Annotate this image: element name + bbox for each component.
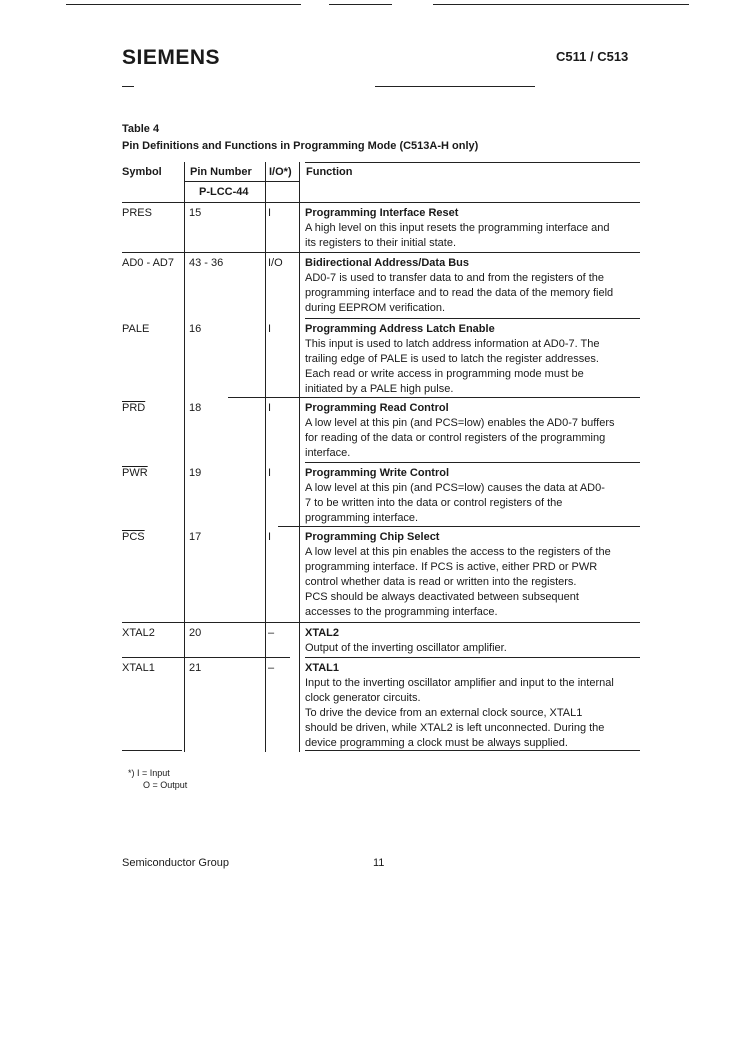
function-title: XTAL1 xyxy=(305,662,340,674)
row-function xyxy=(305,530,640,620)
function-line: device programming a clock must be always supplied. xyxy=(305,737,568,749)
col-header-function: Function xyxy=(306,166,353,178)
footnote-input: *) I = Input xyxy=(128,768,170,778)
row-symbol: PALE xyxy=(122,323,150,335)
function-line: Input to the inverting oscillator amplifier and input to the internal xyxy=(305,677,614,689)
col-header-io: I/O*) xyxy=(269,166,292,178)
top-rule-1 xyxy=(66,4,301,5)
row-symbol: XTAL2 xyxy=(122,627,155,639)
col-header-package: P-LCC-44 xyxy=(199,186,249,198)
row-function xyxy=(305,626,640,656)
brand-logo: SIEMENS xyxy=(122,46,221,69)
top-rule-2 xyxy=(329,4,392,5)
function-title: Programming Chip Select xyxy=(305,531,440,543)
row-io: I xyxy=(268,207,272,219)
row-io: I xyxy=(268,467,272,479)
header-rule-left xyxy=(122,86,134,87)
function-line: Output of the inverting oscillator amplifier. xyxy=(305,642,507,654)
row-io: – xyxy=(268,627,275,639)
row-pin: 15 xyxy=(189,207,202,219)
function-title: Programming Interface Reset xyxy=(305,207,459,219)
row-pin: 19 xyxy=(189,467,202,479)
row-pin: 43 - 36 xyxy=(189,257,224,269)
function-line: initiated by a PALE high pulse. xyxy=(305,383,454,395)
row-symbol: PRES xyxy=(122,207,152,219)
function-line: should be driven, while XTAL2 is left unconnected. During the xyxy=(305,722,605,734)
row-symbol: XTAL1 xyxy=(122,662,155,674)
row-io: I xyxy=(268,402,272,414)
function-line: programming interface. If PCS is active, either PRD or PWR xyxy=(305,561,598,573)
function-title: Programming Write Control xyxy=(305,467,450,479)
function-line: A low level at this pin enables the access to the registers of the xyxy=(305,546,611,558)
function-line: This input is used to latch address information at AD0-7. The xyxy=(305,338,600,350)
row-pin: 16 xyxy=(189,323,202,335)
row-function xyxy=(305,256,640,316)
row-pin: 20 xyxy=(189,627,202,639)
function-line: accesses to the programming interface. xyxy=(305,606,498,618)
function-line: programming interface. xyxy=(305,512,419,524)
row-symbol: $\overline{PCS}$ xyxy=(122,531,145,543)
row-separator xyxy=(278,526,640,527)
subheader-rule xyxy=(185,181,299,182)
footnote-output: O = Output xyxy=(143,780,188,790)
row-pin: 21 xyxy=(189,662,202,674)
table-top-rule xyxy=(305,162,640,163)
function-line: trailing edge of PALE is used to latch the register addresses. xyxy=(305,353,599,365)
row-pin: 18 xyxy=(189,402,202,414)
row-function xyxy=(305,322,640,397)
model-number: C511 / C513 xyxy=(556,49,629,64)
row-symbol: $\overline{PRD}$ xyxy=(122,402,146,414)
table-number: Table 4 xyxy=(122,123,160,135)
function-line: its registers to their initial state. xyxy=(305,237,457,249)
row-io: I xyxy=(268,323,272,335)
function-line: To drive the device from an external clock source, XTAL1 xyxy=(305,707,583,719)
row-function xyxy=(305,401,640,461)
row-separator xyxy=(305,462,640,463)
footer-company: Semiconductor Group xyxy=(122,857,229,869)
function-line: A low level at this pin (and PCS=low) causes the data at AD0- xyxy=(305,482,605,494)
function-line: for reading of the data or control registers of the programming xyxy=(305,432,606,444)
function-line: clock generator circuits. xyxy=(305,692,421,704)
row-separator xyxy=(122,657,290,658)
top-rule-3 xyxy=(433,4,689,5)
row-function xyxy=(305,466,640,526)
row-symbol: $\overline{PWR}$ xyxy=(122,467,148,479)
row-io: – xyxy=(268,662,275,674)
row-separator xyxy=(122,252,640,253)
column-divider-2 xyxy=(265,162,266,752)
table-bottom-left-rule xyxy=(122,750,182,751)
column-divider-1 xyxy=(184,162,185,752)
col-header-symbol: Symbol xyxy=(122,166,162,178)
row-separator xyxy=(305,318,640,319)
function-line: A low level at this pin (and PCS=low) enables the AD0-7 buffers xyxy=(305,417,615,429)
row-pin: 17 xyxy=(189,531,202,543)
table-title: Pin Definitions and Functions in Programming Mode (C513A-H only) xyxy=(122,140,479,152)
row-function xyxy=(305,206,640,251)
row-io: I/O xyxy=(268,257,283,269)
function-line: Each read or write access in programming mode must be xyxy=(305,368,584,380)
page-number: 11 xyxy=(373,857,385,869)
function-line: AD0-7 is used to transfer data to and from the registers of the xyxy=(305,272,604,284)
header-bottom-rule xyxy=(122,202,640,203)
function-line: PCS should be always deactivated between subsequent xyxy=(305,591,579,603)
row-io: I xyxy=(268,531,272,543)
row-separator xyxy=(305,657,640,658)
row-symbol: AD0 - AD7 xyxy=(122,257,174,269)
function-line: programming interface and to read the data of the memory field xyxy=(305,287,614,299)
function-line: 7 to be written into the data or control registers of the xyxy=(305,497,563,509)
row-separator xyxy=(228,397,640,398)
function-title: Programming Address Latch Enable xyxy=(305,323,495,335)
col-header-pin-number: Pin Number xyxy=(190,166,252,178)
row-function xyxy=(305,661,640,751)
function-title: Programming Read Control xyxy=(305,402,449,414)
function-line: control whether data is read or written into the registers. xyxy=(305,576,577,588)
row-separator xyxy=(122,622,640,623)
function-title: Bidirectional Address/Data Bus xyxy=(305,257,470,269)
column-divider-3 xyxy=(299,162,300,752)
header-rule-mid xyxy=(375,86,535,87)
function-line: A high level on this input resets the programming interface and xyxy=(305,222,610,234)
function-line: during EEPROM verification. xyxy=(305,302,445,314)
function-line: interface. xyxy=(305,447,351,459)
function-title: XTAL2 xyxy=(305,627,340,639)
